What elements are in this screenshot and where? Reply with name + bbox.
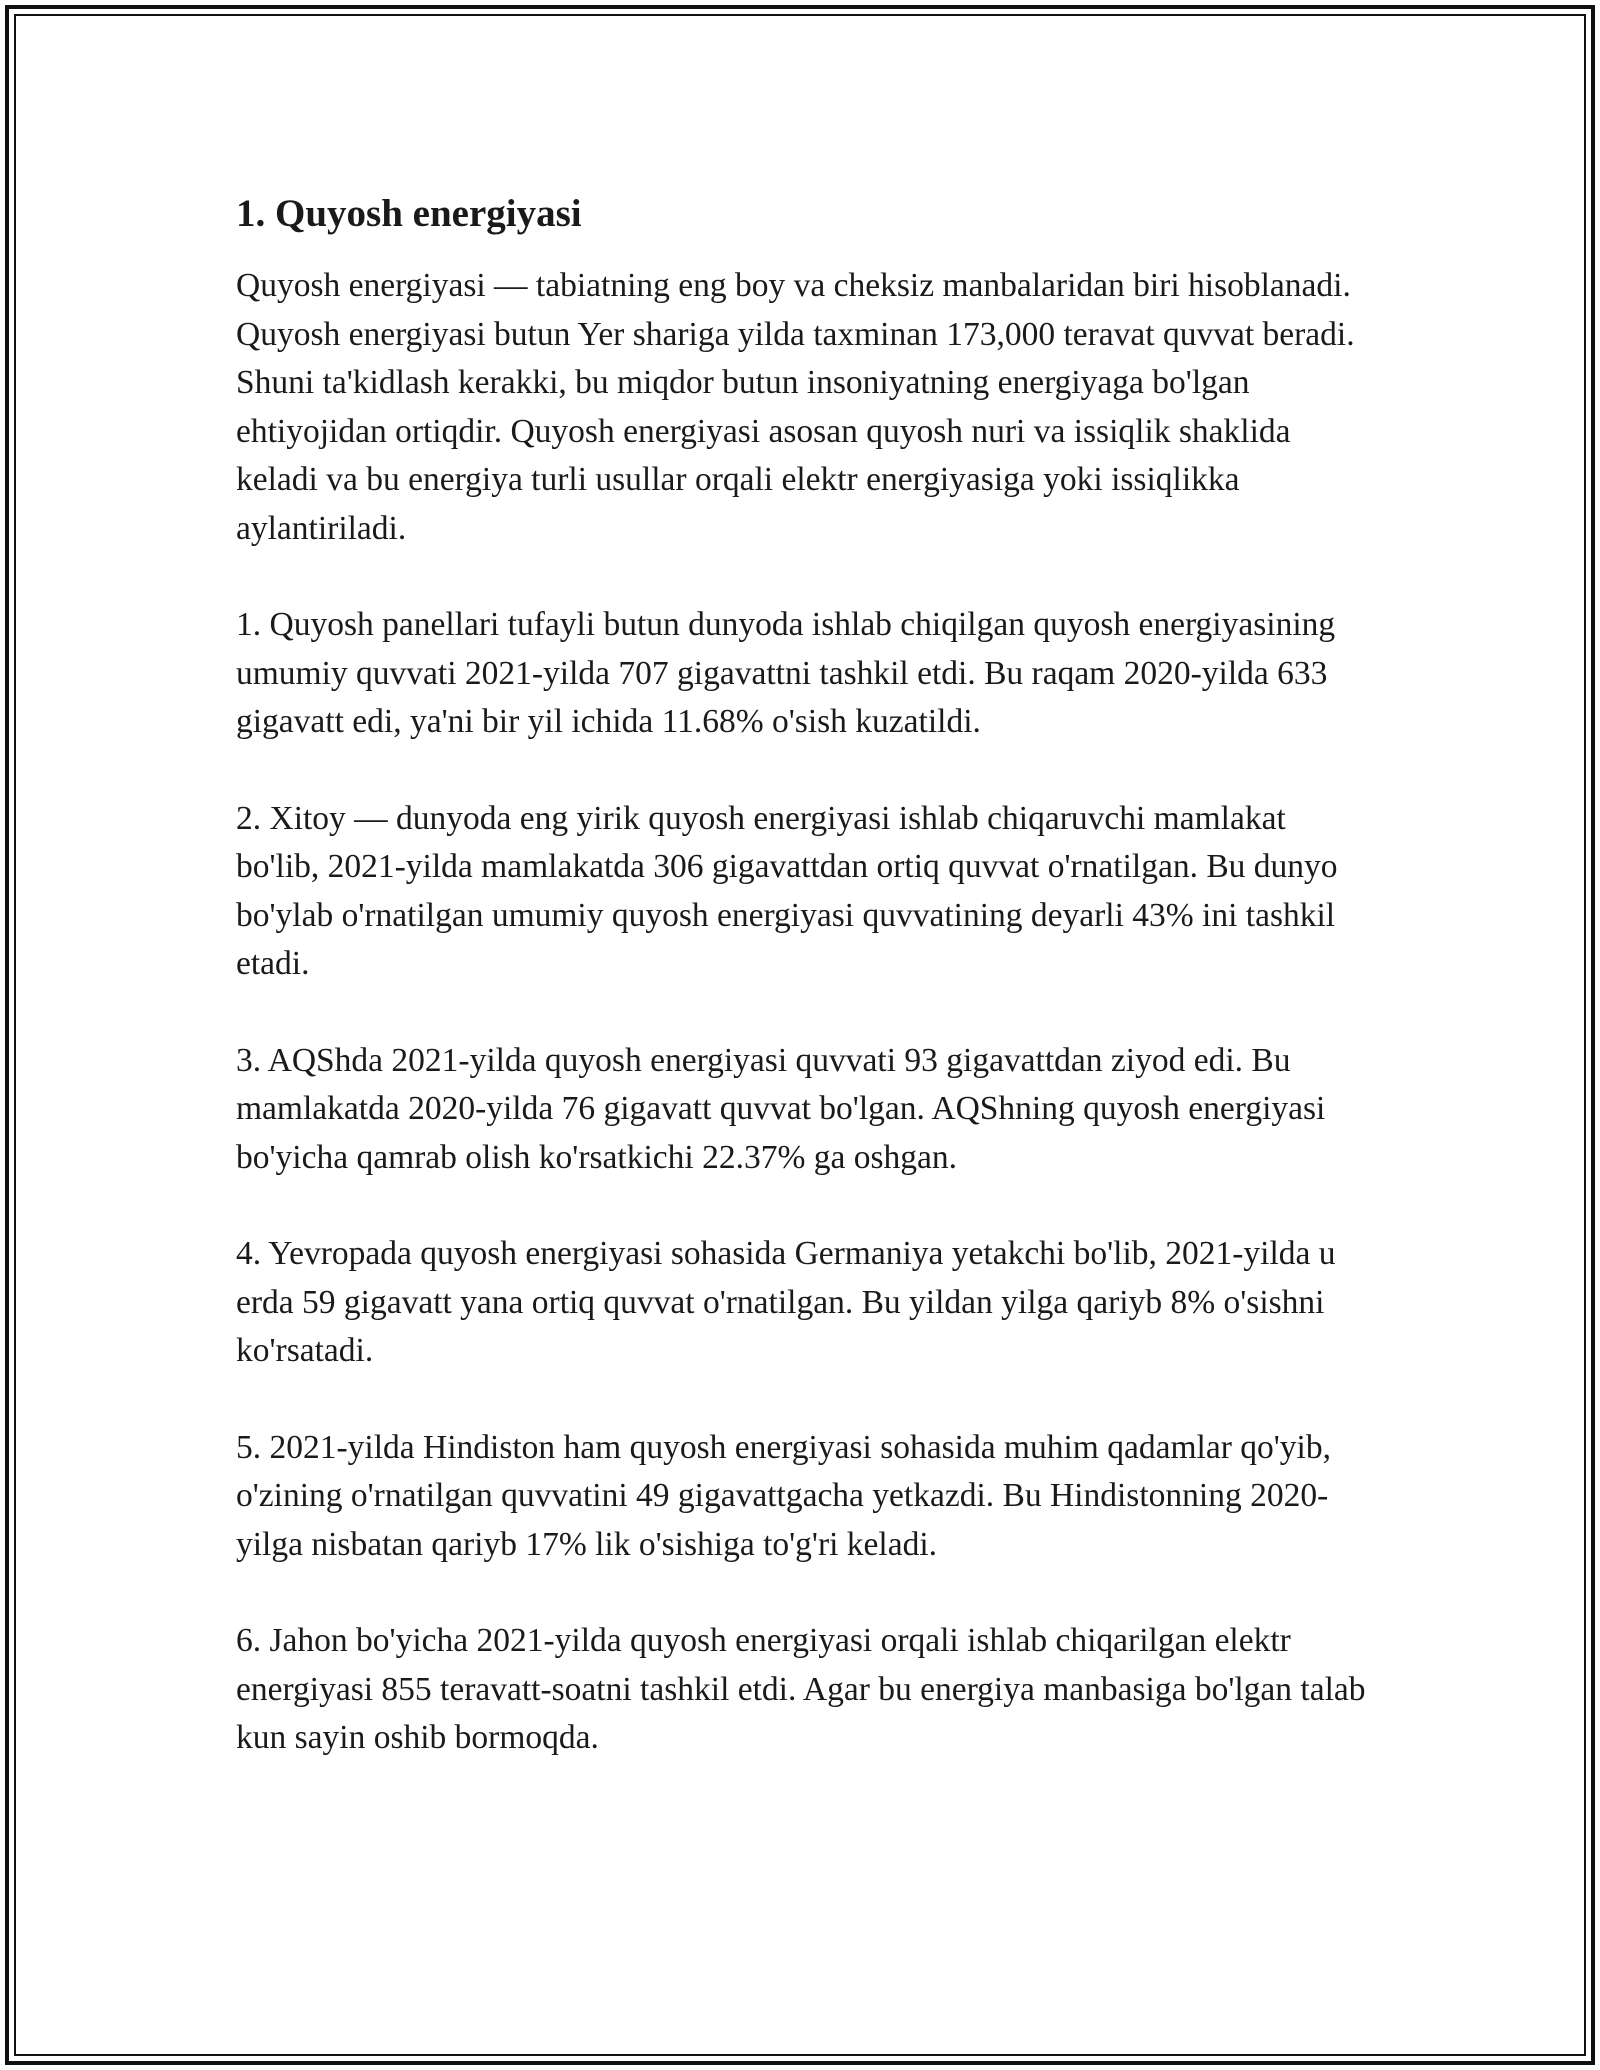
fact-paragraph-3: 3. AQShda 2021-yilda quyosh energiyasi quvvati 93 gigavattdan ziyod edi. Bu mamlakatda 2020-yilda 76 gigavatt quvvat bo'lgan. AQShning quyosh energiyasi bo'yicha qamrab olish ko'rsatkichi 22.37% ga oshgan.: [236, 1041, 1326, 1176]
intro-paragraph: Quyosh energiyasi — tabiatning eng boy va cheksiz manbalaridan biri hisoblanadi. Quyosh energiyasi butun Yer shariga yilda taxminan 173,000 teravat quvvat beradi. Shuni ta'kidlash kerakki, bu miqdor butun insoniyatning energiyaga bo'lgan ehtiyojidan ortiqdir. Quyosh energiyasi asosan quyosh nuri va issiqlik shaklida keladi va bu energiya turli usullar orqali elektr energiyasiga yoki issiqlikka aylantiriladi.: [236, 267, 1355, 547]
fact-paragraph-6: 6. Jahon bo'yicha 2021-yilda quyosh energiyasi orqali ishlab chiqarilgan elektr energiyasi 855 teravatt-soatni tashkil etdi. Agar bu energiya manbasiga bo'lgan talab kun sayin oshib bormoqda.: [236, 1622, 1366, 1756]
fact-paragraph-1: 1. Quyosh panellari tufayli butun dunyoda ishlab chiqilgan quyosh energiyasining umumiy quvvati 2021-yilda 707 gigavattni tashkil etdi. Bu raqam 2020-yilda 633 gigavatt edi, ya'ni bir yil ichida 11.68% o'sish kuzatildi.: [236, 606, 1336, 740]
fact-paragraph-5: 5. 2021-yilda Hindiston ham quyosh energiyasi sohasida muhim qadamlar qo'yib, o'zining o'rnatilgan quvvatini 49 gigavattgacha yetkazdi. Bu Hindistonning 2020-yilga nisbatan qariyb 17% lik o'sishiga to'g'ri keladi.: [236, 1428, 1331, 1563]
document-title: 1. Quyosh energiyasi: [236, 192, 582, 235]
fact-paragraph-4: 4. Yevropada quyosh energiyasi sohasida Germaniya yetakchi bo'lib, 2021-yilda u erda 59 gigavatt yana ortiq quvvat o'rnatilgan. Bu yildan yilga qariyb 8% o'sishni ko'rsatadi.: [236, 1235, 1336, 1369]
document-body: [236, 188, 1366, 1811]
fact-paragraph-2: 2. Xitoy — dunyoda eng yirik quyosh energiyasi ishlab chiqaruvchi mamlakat bo'lib, 2021-yilda mamlakatda 306 gigavattdan ortiq quvvat o'rnatilgan. Bu dunyo bo'ylab o'rnatilgan umumiy quyosh energiyasi quvvatining deyarli 43% ini tashkil etadi.: [236, 799, 1338, 982]
